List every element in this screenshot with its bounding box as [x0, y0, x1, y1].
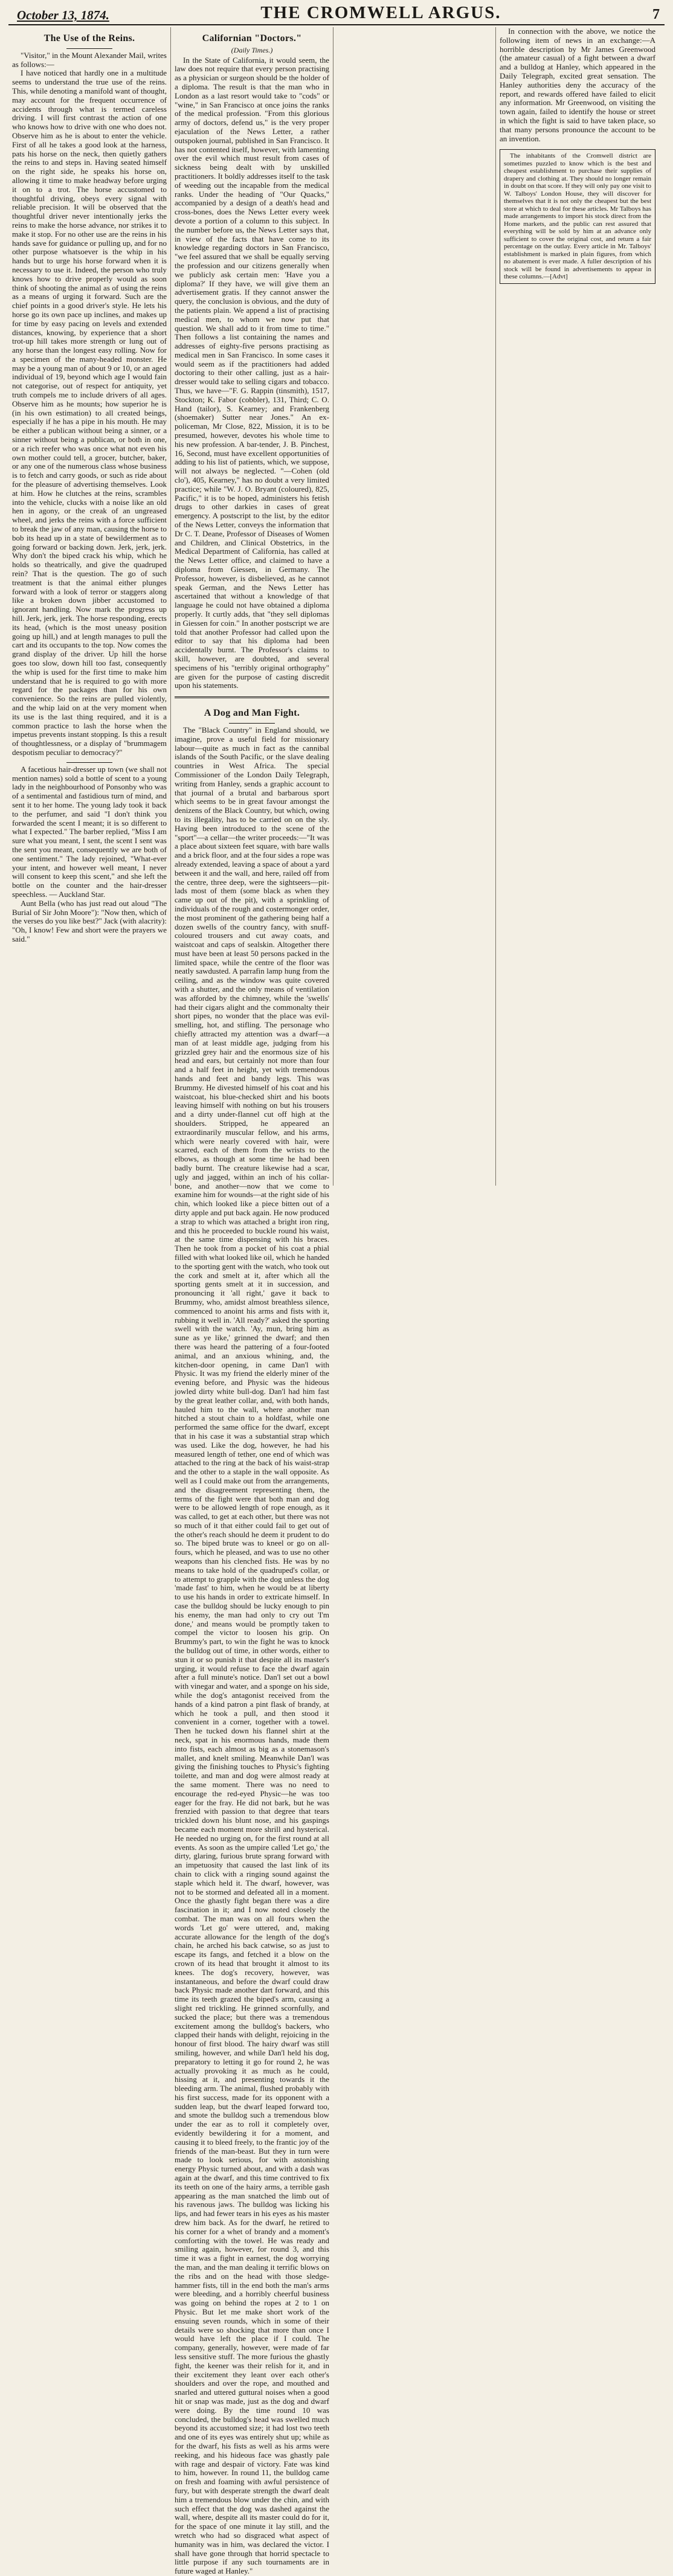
article-paragraph: In the State of California, it would seem, the law does not require that every person practising as a physician or surgeon should be the holder of a diploma. The result is that the man who in London as a last resort would take to "cods" or "wine," in San Francisco at once joins the ranks of the medical profession. "From this glorious army of doctors, defend us," is the very proper ejaculation of the News Letter, a rather outspoken journal, published in San Francisco. It has not contented itself, however, with lamenting over the evil which must result from cases of sickness being dealt with by unskilled practitioners. It boldly addresses itself to the task of weeding out the incapable from the medical ranks. Under the heading of "Our Quacks," accompanied by a design of a death's head and cross-bones, does the News Letter every week devote a portion of a column to this subject. In the number before us, the News Letter says that, in view of the facts that have come to its knowledge regarding doctors in San Francisco, "we feel assured that we shall be equally serving the profession and our citizens generally when we publicly ask certain men: 'Have you a diploma?' If they have, we will give them an advertisement gratis. If they cannot answer the query, the conclusion is obvious, and the duty of the patients plain. We append a list of practising medical men, to whom we now put that question. We shall add to it from time to time." Then follows a list containing the names and addresses of eighty-five persons practising as medical men in San Francisco. In some cases it would seem as if the practitioners had added doctoring to their other calling, just as a hair-dresser would take to selling cigars and tobacco. Thus, we have—"F. G. Rappin (tinsmith), 1517, Stockton; K. Fabor (cobbler), 131, Third; C. O. Hand (tailor), S. Kearney; and Frankenberg (shoemaker) Sutter near Jones." An ex-policeman, Mr Close, 822, Mission, it is to be presumed, however, devotes his whole time to his new profession. A bar-tender, J. B. Pinchest, 16, Second, must have excellent opportunities of adding to his list of patients, which, we suppose, will not always be neglected. "—Cohen (old clo'), 405, Kearney," has no doubt a very limited practice; while "W. J. O. Bryant (coloured), 825, Pacific," it is to be hoped, administers his fetish drugs to other darkies in cases of great emergency. A postscript to the list, by the editor of the News Letter, conveys the information that Dr C. T. Deane, Professor of Diseases of Women and Children, and Clinical Obstetrics, in the Medical Department of California, has called at the News Letter office, and claimed to have a diploma from Giessen, in Germany. The Professor, however, is disbelieved, as he cannot speak German, and the News Letter has ascertained that without a knowledge of that language he could not have obtained a diploma properly. It curtly adds, that "they sell diplomas in Giessen for coin." In another postscript we are told that another Professor had called upon the editor to say that his diploma had been accidentally burnt. The Professor's claims to skill, however, are doubted, and several specimens of his "terribly original orthography" are given for the purpose of casting discredit upon his statements. — [175, 55, 329, 690]
newspaper-title: THE CROMWELL ARGUS. — [260, 3, 501, 22]
masthead — [8, 5, 665, 25]
column-3 — [333, 27, 496, 1186]
divider — [175, 696, 329, 698]
article-paragraph: The "Black Country" in England should, we imagine, prove a useful field for missionary labour—quite as much in fact as the cannibal islands of the South Pacific, or the slave dealing countries in West Africa. The special Commissioner of the London Daily Telegraph, writing from Hanley, sends a graphic account to that journal of a brutal and barbarous sport which seems to be in great favour amongst the denizens of the Black Country, but which, owing to its illegality, has to be carried on on the sly. Having been introduced to the scene of the "sport"—a cellar—the writer proceeds:—"It was a place about sixteen feet square, with bare walls and a brick floor, and at the four sides a rope was already extended, leaving a space of about a yard between it and the wall, and here, railed off from the centre, three deep, were the sightseers—pit-lads most of them (some black as when they came up out of the pit), with a sprinkling of individuals of the rough and costermonger order, the most prominent of the gathering being half a dozen swells of the country fancy, with snuff-coloured trousers and cut away coats, and waistcoat and caps of sealskin. Altogether there must have been at least 50 persons packed in the limited space, while the centre of the floor was neatly sawdusted. A parrafin lamp hung from the ceiling, and as the window was quite covered with a shutter, and the only means of ventilation was afforded by the chimney, while the 'swells' had their cigars alight and the commonalty their short pipes, no wonder that the place was evil-smelling, hot, and stifling. The personage who chiefly attracted my attention was a dwarf—a man of at least middle age, judging from his grizzled grey hair and the enormous size of his head and ears, but certainly not more than four and a half feet in height, yet with tremendous hands and feet and bandy legs. This was Brummy. He divested himself of his coat and his waistcoat, his blue-checked shirt and his boots leaving himself with nothing on but his trousers and a dirty under-flannel cut off high at the shoulders. Stripped, he appeared an extraordinarily muscular fellow, and his arms, which were nearly covered with hair, were scarred, each of them from the wrists to the elbows, as though at some time he had been badly burnt. The creature likewise had a scar, ugly and jagged, within an inch of his collar-bone, and another—now that we come to examine him for wounds—at the right side of his chin, which looked like a piece bitten out of a dirty apple and put back again. He now produced a strap to which was attached a bright iron ring, and this he proceeded to buckle round his waist, at the same time dispensing with his braces. Then he took from a pocket of his coat a phial filled with what looked like oil, which he handed to the sporting gent with the watch, who took out the cork and smelt at it, after which all the sporting gents smelt at it in succession, and pronouncing it 'all right,' gave it back to Brummy, who, amidst almost breathless silence, commenced to anoint his arms and fists with it, rubbing it well in. 'All ready?' asked the sporting swell with the watch. 'Ay, mun, bring him as sune as ye like,' grinned the dwarf; and then there was heard the pattering of a four-footed animal, and an anxious whining, and, the kitchen-door opening, in came Dan'l with Physic. It was my friend the elderly miner of the evening before, and Physic was the hideous jowled dirty white bull-dog. Dan'l had him fast by the great leather collar, and, with both hands, hauled him to the wall, where another man hitched a stout chain to a holdfast, while one performed the same office for the dwarf, except that in his case it was a substantial strap which was used. Like the dog, however, he had his measured length of tether, one end of which was attached to the ring at the back of his waist-strap and the other to a staple in the wall opposite. As well as I could make out from the arrangements, and the disagreement representing them, the terms of the fight were that both man and dog were to be allowed length of rope enough, as it was called, to get at each other, but there was not so much of it that either could fail to get out of the other's reach should he deem it prudent to do so. The biped brute was to kneel or go on all-fours, which he pleased, and was to use no other weapons than his clenched fists. He was by no means to take hold of the quadruped's collar, or to attempt to grapple with the dog unless the dog 'made fast' to him, when he would be at liberty to use his hands in order to extricate himself. In case the bulldog should be lucky enough to pin his enemy, the man had only to cry out 'I'm done,' and means would be promptly taken to compel the victor to loosen his grip. On Brummy's part, to win the fight he was to knock the bulldog out of time, in other words, either to stun it or so punish it that despite all its master's urging, it would refuse to face the dwarf again after a full minute's notice. Dan'l set out a bowl with vinegar and water, and a sponge on his side, while the dog's antagonist received from the hands of a kind patron a pint flask of brandy, at which he took a pull, and then stood it convenient in a corner, together with a towel. Then he tucked down his flannel shirt at the neck, spat in his enormous hands, made them into fists, each almost as big as a stonemason's mallet, and knelt smiling. Meanwhile Dan'l was giving the finishing touches to Physic's fighting toilette, and man and dog were almost ready at the same moment. There was no need to encourage the red-eyed Physic—he was too eager for the fray. He did not bark, but he was frenzied with passion to that degree that tears trickled down his blunt nose, and his gaspings became each moment more shrill and hysterical. He needed no urging on, for the first round at all events. As soon as the umpire called 'Let go,' the dirty, glaring, furious brute sprang forward with an impetuosity that caused the last link of its chain to click with a ringing sound against the staple which held it. The dwarf, however, was not to be stormed and defeated all in a moment. Once the ghastly fight began there was a dire fascination in it; and I now noted closely the combat. The man was on all fours when the words 'Let go' were uttered, and, making accurate allowance for the length of the dog's chain, he arched his back catwise, so as just to escape its fangs, and fetched it a blow on the crown of its head that brought it almost to its knees. The dog's recovery, however, was instantaneous, and before the dwarf could draw back Physic made another dart forward, and this time its teeth grazed the biped's arm, causing a slight red trickling. He grinned scornfully, and sucked the place; but there was a tremendous excitement among the bulldog's backers, who clapped their hands with delight, rejoicing in the honour of first blood. The hairy dwarf was still smiling, however, and while Dan'l held his dog, preparatory to letting it go for round 2, he was actually provoking it as much as he could, hissing at it, and presenting towards it the bleeding arm. The animal, flushed probably with his first success, made for its opponent with a sudden leap, but the dwarf leaped forward too, and smote the bulldog such a tremendous blow under the ear as to roll it completely over, evidently bewildering it for a moment, and causing it to bleed freely, to the frantic joy of the friends of the man-beast. But they in turn were made to look serious, for with astonishing energy Physic turned about, and with a dash was again at the dwarf, and this time contrived to fix its teeth on one of the hairy arms, a terrible gash appearing as the man snatched the limb out of his ravenous jaws. The bulldog was licking his lips, and had fewer tears in his eyes as his master drew him back. As for the dwarf, he retired to his corner for a whet of brandy and a moment's comforting with the towel. He was ready and smiling again, however, for round 3, and this time it was a fight in earnest, the dog worrying the man, and the man dealing it terrific blows on the ribs and on the head with those sledge-hammer fists, till in the end both the man's arms were bleeding, and a horribly cheerful business was going on behind the ropes at 2 to 1 on Physic. But let me make short work of the ensuing seven rounds, which in some of their details were so shocking that more than once I would have left the place if I could. The company, generally, however, were made of far less sensitive stuff. The more furious the ghastly fight, the keener was their relish for it, and in their excitement they leant over each other's shoulders and over the rope, and mouthed and snarled and uttered guttural noises when a good hit or snap was made, just as the dog and dwarf were doing. By the time round 10 was concluded, the bulldog's head was swelled much beyond its accustomed size; it had lost two teeth and one of its eyes was entirely shut up; while as for the dwarf, his fists as well as his arms were reeking, and his hideous face was ghastly pale with rage and despair of victory. Fate was kind to him, however. In round 11, the bulldog came on fresh and foaming with awful persistence of fury, but with desperate strength the dwarf dealt him a tremendous blow under the chin, and with such effect that the dog was dashed against the wall, where, despite all its master could do for it, for the space of one minute it lay still, and the wretch who had so disgraced what aspect of humanity was in him, was declared the victor. I shall have gone through that horrid spectacle to little purpose if any such tournaments are in future waged at Hanley." — [175, 725, 329, 2576]
divider — [66, 48, 113, 49]
article-paragraph: I have noticed that hardly one in a multitude seems to understand the true use of the reins. This, while denoting a manifold want of thought, may account for the frequent occurrence of accidents through what is termed careless driving. I will first contrast the action of one who knows how to drive with one who does not. Observe him as he is about to enter the vehicle. First of all he takes a good look at the harness, pats his horse on the neck, then quietly gathers the reins to and steps in. Having seated himself on the right side, he speaks his horse on, allowing it time to make headway before urging it on to a trot. The horse accustomed to thoughtful driving, obeys every signal with reliable precision. It will be observed that the thoughtful driver never intentionally jerks the reins to make the horse advance, nor strikes it to make it stop. For no other use are the reins in his hands save for guidance or pulling up, and for no other purpose whatsoever is the whip in his hands but to urge his horse forward when it is necessary to use it. Indeed, the person who truly knows how to drive properly would as soon think of shooting the animal as of using the reins as a means of urging it forward. Such are the chief points in a good driver's style. He lets his horse go its own pace up inclines, and makes up for time by easy pacing on levels and extended distances, knowing, by experience that a short trot-up hill takes more strength or lung out of any horse than the longest easy rolling. Now for a specimen of the many-headed monster. He may be a young man of about 9 or 10, or an aged individual of 19, beyond which age I would fain not categorise, out of respect for antiquity, yet truth compels me to include drivers of all ages. Observe him as he mounts; how superior he is (in his own estimation) to all created beings, especially if he has a pipe in his mouth. He may be either a publican without being a sinner, or a sinner without being a publican, or both in one, or a rich reefer who was once what not even his own mother could tell, a grocer, butcher, baker, or any one of the numerous class whose business is to fetch and carry goods, or such as ride about for the pleasure of advertising themselves. Look at him. How he clutches at the reins, scrambles into the vehicle, clucks with a noise like an old hen in agony, or the creak of an ungreased wheel, and jerks the reins with a force sufficient to break the jaw of any man, causing the horse to bob its head up in a state of bewilderment as to going forward or backing down. Jerk, jerk, jerk. Why don't the biped crack his whip, which he holds so theatrically, and give the quadruped rein? That is the question. The go of such treatment is that the animal either plunges forward with a look of terror or staggers along like a broken down jibber accustomed to ignorant handling. Now mark the progress up hill. Jerk, jerk, jerk. The horse responding, erects its head, (which is the most uneasy position going up hill,) and at length manages to pull the cart and its occupants to the top. Now comes the grand display of the driver. Up hill the horse goes too slow, down hill too fast, consequently the whip is used for the first time to make him understand that he is required to go with more regard for the packages than for his own convenience. So the reins are pulled violently, and the whip laid on at the very moment when its use is the last thing required, and it is a common practice to lash the horse when the impetus prevents instant stopping. Is this a result of thoughtlessness, or a display of "brummagem despotism peculiar to democracy?" — [12, 68, 167, 757]
divider — [229, 723, 275, 724]
article-paragraph: In connection with the above, we notice the following item of news in an exchange:—A horrible description by Mr James Greenwood (the amateur casual) of a fight between a dwarf and a bulldog at Hanley, which appeared in the Daily Telegraph, excited great sensation. The Hanley authorities deny the accuracy of the report, and rewards offered have failed to elicit any information. Mr Greenwood, on visiting the town again, failed to identify the house or street in which the fight is said to have taken place, so that many persons pronounce the account to be an invention. — [500, 27, 655, 143]
article-source: (Daily Times.) — [231, 45, 273, 54]
article-doctors — [175, 56, 329, 691]
column-4 — [496, 27, 659, 1186]
article-dog-fight-followup — [500, 27, 655, 143]
article-hairdresser — [12, 765, 167, 944]
article-paragraph: "Visitor," in the Mount Alexander Mail, writes as follows:— — [12, 50, 167, 69]
page-number: 7 — [652, 7, 660, 22]
headline-reins: The Use of the Reins. — [43, 33, 135, 43]
column-1 — [8, 27, 171, 1186]
article-dog-fight — [175, 726, 329, 2576]
article-paragraph: A facetious hair-dresser up town (we shall not mention names) sold a bottle of scent to a young lady in the neighbourhood of Ponsonby who was of a sentimental and fastidious turn of mind, and sent it to her home. The young lady took it back to the perfumer, and said "I don't think you forwarded the scent I meant; it is so different to what I expected." The barber replied, "Miss I am sure what you meant, I sent, the scent I sent was the sent you meant, consequently we are both of one sentiment." The lady rejoined, "What-ever your intent, and however well meant, I never will consent to keep this scent," and she left the bottle on the counter and the hair-dresser speechless. — Auckland Star. — [12, 764, 167, 899]
advertisement-text: The inhabitants of the Cromwell district are sometimes puzzled to know which is the best and cheapest establishment to purchase their supplies of drapery and clothing at. They should no longer remain in doubt on that score. If they will only pay one visit to W. Talboys' London House, they will discover for themselves that it is not only the cheapest but the best store at which to deal for these articles. Mr Talboys has made arrangements to import his stock direct from the Home markets, and the public can rest assured that everything will be sold by him at an advance only sufficient to cover the original cost, and return a fair percentage on the outlay. Every article in Mr. Talboys' establishment is marked in plain figures, from which no abatement is ever made. A fuller description of his stock will be found in advertisements to appear in these columns.—[Advt] — [504, 152, 651, 281]
article-paragraph: Aunt Bella (who has just read out aloud "The Burial of Sir John Moore"): "Now then, which of the verses do you like best?" Jack (with alacrity): "Oh, I know! Few and short were the prayers we said." — [12, 898, 167, 943]
article-reins — [12, 51, 167, 757]
divider — [66, 762, 113, 763]
columns — [8, 25, 665, 2576]
headline-doctors: Californian "Doctors." — [202, 33, 302, 43]
advertisement-talboys — [500, 149, 655, 284]
issue-date: October 13, 1874. — [17, 8, 109, 22]
column-2 — [171, 27, 333, 2576]
headline-dog-fight: A Dog and Man Fight. — [204, 708, 300, 719]
